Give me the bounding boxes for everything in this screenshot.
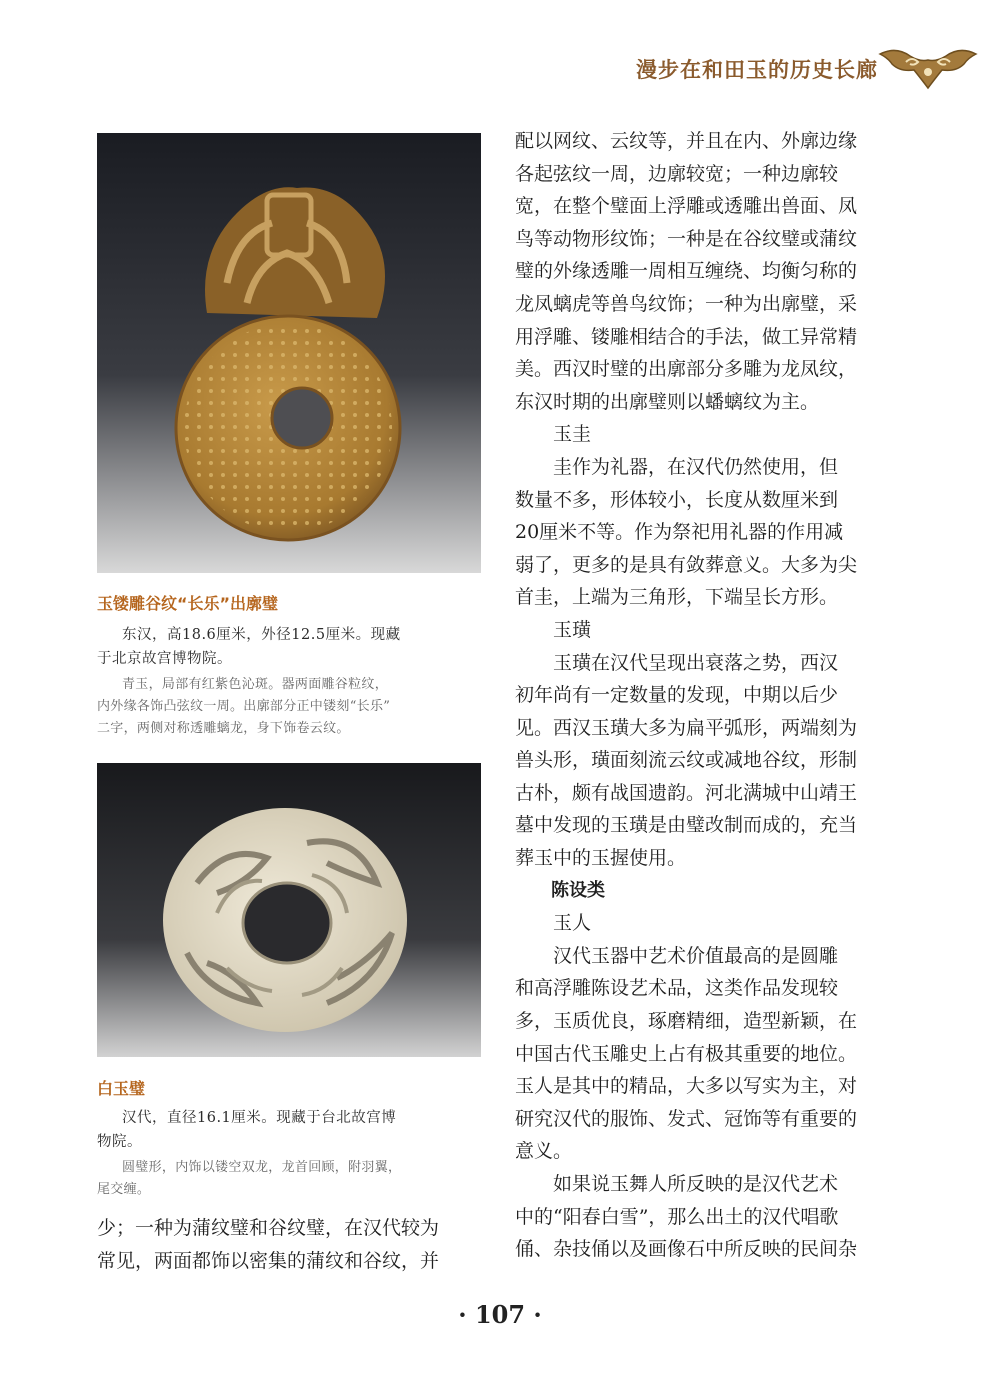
running-header-title: 漫步在和田玉的历史长廊 (636, 57, 878, 82)
right-column-text (515, 125, 905, 1266)
body-line: 配以网纹、云纹等，并且在内、外廓边缘 (515, 130, 858, 152)
figure-1-note-line: 内外缘各饰凸弦纹一周。出廓部分正中镂刻“长乐” (97, 699, 391, 714)
body-line: 龙凤螭虎等兽鸟纹饰；一种为出廓璧，采 (515, 292, 858, 315)
figure-2-note-line: 尾交缠。 (97, 1182, 151, 1197)
body-line: 如果说玉舞人所反映的是汉代艺术 (553, 1173, 839, 1195)
body-line: 多，玉质优良，琢磨精细，造型新颖，在 (515, 1010, 858, 1033)
body-line: 葬玉中的玉握使用。 (515, 847, 687, 870)
figure-2-desc-line: 汉代，直径16.1厘米。现藏于台北故宫博 (122, 1110, 397, 1126)
left-column-text (97, 1212, 485, 1278)
body-line: 玉璜在汉代呈现出衰落之势，西汉 (553, 651, 839, 674)
body-line: 20厘米不等。作为祭祀用礼器的作用减 (515, 521, 844, 544)
figure-1-note (97, 674, 391, 740)
body-line: 意义。 (515, 1140, 573, 1163)
body-line: 中国古代玉雕史上占有极其重要的地位。 (515, 1042, 858, 1065)
body-line: 汉代玉器中艺术价值最高的是圆雕 (553, 944, 839, 967)
figure-1-description (97, 623, 401, 671)
body-line: 见。西汉玉璜大多为扁平弧形，两端刻为 (515, 716, 858, 739)
body-line: 圭作为礼器，在汉代仍然使用，但 (553, 455, 839, 478)
figure-1-desc-line: 于北京故宫博物院。 (97, 651, 232, 667)
white-jade-bi-photo (97, 763, 481, 1057)
body-line: 兽头形，璜面刻流云纹或减地谷纹，形制 (515, 749, 858, 772)
figure-2-title: 白玉璧 (97, 1079, 146, 1098)
body-line: 璧的外缘透雕一周相互缠绕、均衡匀称的 (515, 260, 858, 283)
body-line: 宽，在整个璧面上浮雕或透雕出兽面、凤 (515, 195, 858, 218)
body-line: 常见，两面都饰以密集的蒲纹和谷纹，并 (97, 1250, 440, 1272)
figure-2-description (97, 1106, 397, 1154)
cloud-scroll-ornament-icon (876, 40, 980, 92)
page-number: · 107 · (458, 1300, 542, 1329)
body-line: 俑、杂技俑以及画像石中所反映的民间杂 (515, 1238, 858, 1261)
body-line: 弱了，更多的是具有敛葬意义。大多为尖 (515, 553, 858, 576)
figure-2-note-line: 圆璧形，内饰以镂空双龙，龙首回顾，附羽翼， (122, 1160, 402, 1175)
figure-1-desc-line: 东汉，高18.6厘米，外径12.5厘米。现藏 (122, 627, 401, 643)
body-line: 初年尚有一定数量的发现，中期以后少 (515, 684, 839, 707)
body-line: 和高浮雕陈设艺术品，这类作品发现较 (515, 977, 839, 1000)
body-line: 玉人是其中的精品，大多以写实为主，对 (515, 1075, 858, 1098)
body-line: 少；一种为蒲纹璧和谷纹璧，在汉代较为 (97, 1217, 440, 1239)
body-line: 用浮雕、镂雕相结合的手法，做工异常精 (515, 325, 858, 348)
body-line: 首圭，上端为三角形，下端呈长方形。 (515, 586, 839, 609)
body-line: 古朴，颇有战国遗韵。河北满城中山靖王 (515, 781, 858, 804)
body-line: 东汉时期的出廓璧则以蟠螭纹为主。 (515, 390, 820, 413)
figure-2-desc-line: 物院。 (97, 1134, 142, 1150)
body-line: 墓中发现的玉璜是由璧改制而成的，充当 (515, 814, 858, 837)
body-line: 数量不多，形体较小，长度从数厘米到 (515, 488, 839, 511)
body-line: 鸟等动物形纹饰；一种是在谷纹璧或蒲纹 (515, 227, 858, 250)
figure-1-note-line: 青玉，局部有红紫色沁斑。器两面雕谷粒纹， (122, 677, 389, 692)
body-line: 研究汉代的服饰、发式、冠饰等有重要的 (515, 1107, 858, 1130)
figure-2-note (97, 1157, 402, 1201)
figure-1-note-line: 二字，两侧对称透雕螭龙，身下饰卷云纹。 (97, 721, 350, 736)
jade-bi-disc-photo (97, 133, 481, 573)
section-heading: 陈设类 (551, 879, 605, 901)
section-heading: 玉璜 (553, 618, 592, 641)
section-heading: 玉人 (553, 912, 592, 935)
body-line: 中的“阳春白雪”，那么出土的汉代唱歌 (515, 1205, 839, 1228)
section-heading: 玉圭 (553, 423, 592, 446)
body-line: 美。西汉时璧的出廓部分多雕为龙凤纹， (515, 358, 858, 381)
body-line: 各起弦纹一周，边廓较宽；一种边廓较 (515, 162, 839, 185)
figure-1-title: 玉镂雕谷纹“长乐”出廓璧 (97, 594, 279, 613)
